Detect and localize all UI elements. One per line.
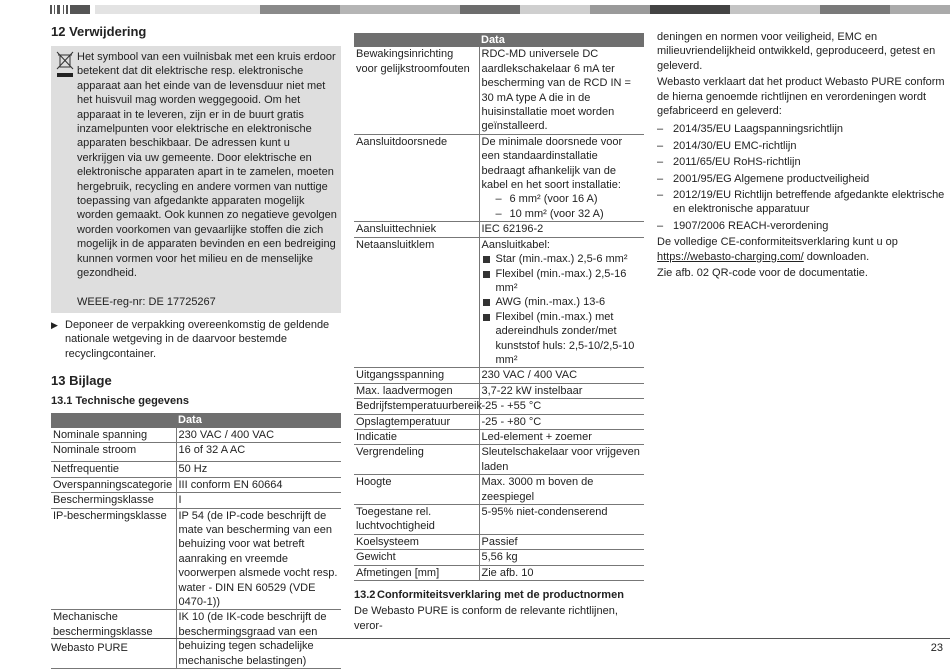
table-row <box>354 475 644 505</box>
table-row <box>354 429 644 444</box>
terminal-item: Star (min.-max.) 2,5-6 mm² <box>482 252 643 266</box>
webasto-charging-link[interactable]: https://webasto-charging.com/ <box>657 250 804 263</box>
table-row <box>354 565 644 580</box>
row-label: Gewicht <box>354 550 479 565</box>
list-item: – 1907/2006 REACH-verordening <box>657 219 949 233</box>
list-item: – 2012/19/EU Richtlijn betreffende afgedankte elektrische en elektronische apparatuur <box>657 188 949 217</box>
weee-notice-text: Het symbool van een vuilnisbak met een kruis erdoor betekent dat dit elektrische resp. elektronische apparaat aan het einde van de levensduur niet met het huisvuil mag worden weggegooid. Om het apparaat in te leveren, zijn er in de buurt gratis inzamelpunten voor elektrische en elektronische apparaten beschikbaar. De adressen kunt u verkrijgen via uw gemeente. Door elektrische en elektronische apparaten apart in te zamelen, moeten hergebruik, recycling en andere vormen van nuttige toepassing van afgedankte apparaten mogelijk worden gemaakt. Ook kunnen zo negatieve gevolgen worden voorkomen van gevaarlijke stoffen die zich mogelijk in de apparaten bevinden en een bedreiging kunnen vormen voor het milieu en de menselijke gezondheid. <box>77 51 337 280</box>
terminal-item: AWG (min.-max.) 13-6 <box>482 295 643 309</box>
table-row <box>51 508 341 610</box>
row-label: Vergrendeling <box>354 445 479 475</box>
cross-section-item: – 10 mm² (voor 32 A) <box>496 207 643 221</box>
row-label: Indicatie <box>354 429 479 444</box>
row-value <box>479 237 644 368</box>
table-row <box>51 462 341 477</box>
table-header-blank <box>51 413 176 427</box>
weee-notice-box <box>51 46 341 313</box>
list-item: – 2011/65/EU RoHS-richtlijn <box>657 155 949 169</box>
row-label: Hoogte <box>354 475 479 505</box>
tech-data-table-2 <box>354 33 644 581</box>
row-value: Led-element + zoemer <box>479 429 644 444</box>
table-row <box>354 47 644 134</box>
column-right <box>657 30 949 281</box>
table-row <box>51 477 341 492</box>
section-13-heading: 13 Bijlage <box>51 373 112 389</box>
row-value: IP 54 (de IP-code beschrijft de mate van bescherming van een behuizing voor wat betreft aanraking en vreemde voorwerpen alsmede vocht resp. water - DIN EN 60529 (VDE 0470-1)) <box>176 508 341 610</box>
table-row <box>51 493 341 508</box>
row-label: Nominale spanning <box>51 428 176 443</box>
row-value: 5,56 kg <box>479 550 644 565</box>
row-label: Aansluitdoorsnede <box>354 134 479 221</box>
table-header-blank <box>354 33 479 47</box>
row-label: Uitgangsspanning <box>354 368 479 383</box>
row-label: Aansluittechniek <box>354 222 479 237</box>
row-label: Afmetingen [mm] <box>354 565 479 580</box>
terminal-item: Flexibel (min.-max.) met adereindhuls zonder/met kunststof huls: 2,5-10/2,5-10 mm² <box>482 310 643 368</box>
row-value: 3,7-22 kW instelbaar <box>479 383 644 398</box>
page-number: 23 <box>930 642 943 654</box>
directives-list <box>657 122 949 233</box>
terminal-item: Flexibel (min.-max.) 2,5-16 mm² <box>482 267 643 296</box>
row-value: Sleutelschakelaar voor vrijgeven laden <box>479 445 644 475</box>
row-value: 16 of 32 A AC <box>176 442 341 461</box>
row-value <box>479 134 644 221</box>
table-row <box>354 505 644 535</box>
row-label: Bewakingsinrichting voor gelijkstroomfouten <box>354 47 479 134</box>
row-label: Overspanningscategorie <box>51 477 176 492</box>
cross-section-intro: De minimale doorsnede voor een standaardinstallatie bedraagt afhankelijk van de kabel en het soort installatie: <box>481 135 623 192</box>
row-value: -25 - +80 °C <box>479 414 644 429</box>
column-middle <box>354 33 644 633</box>
weee-reg-number: WEEE-reg-nr: DE 17725267 <box>77 295 216 308</box>
conformity-text-cont: deningen en normen voor veiligheid, EMC en milieuvriendelijkheid ontwikkeld, geproduceerd, getest en geleverd. <box>657 31 936 72</box>
ce-declaration-text <box>657 235 949 264</box>
terminal-intro: Aansluitkabel: <box>481 238 550 251</box>
row-label: Opslagtemperatuur <box>354 414 479 429</box>
section-13-1-heading: 13.1 Technische gegevens <box>51 395 189 408</box>
ce-text-pre: De volledige CE-conformiteitsverklaring kunt u op <box>657 236 898 249</box>
row-label: Mechanische beschermingsklasse <box>51 610 176 669</box>
table-row <box>354 445 644 475</box>
qr-reference-text: Zie afb. 02 QR-code voor de documentatie. <box>657 267 868 280</box>
row-label: Max. laadvermogen <box>354 383 479 398</box>
row-label: Beschermingsklasse <box>51 493 176 508</box>
table-row <box>354 222 644 237</box>
instruction-text: Deponeer de verpakking overeenkomstig de geldende nationale wetgeving in de daarvoor bestemde recyclingcontainer. <box>65 318 330 360</box>
table-row <box>354 237 644 368</box>
table-row <box>51 428 341 443</box>
row-value: 50 Hz <box>176 462 341 477</box>
row-label: Nominale stroom <box>51 442 176 461</box>
row-label: Koelsysteem <box>354 534 479 549</box>
table-row <box>354 414 644 429</box>
row-value: Max. 3000 m boven de zeespiegel <box>479 475 644 505</box>
column-left <box>51 24 341 669</box>
tech-data-table-1 <box>51 413 341 669</box>
list-item: – 2014/35/EU Laagspanningsrichtlijn <box>657 122 949 136</box>
row-value: 230 VAC / 400 VAC <box>479 368 644 383</box>
row-value: RDC-MD universele DC aardlekschakelaar 6 mA ter bescherming van de RCD IN = 30 mA type A die in de huisinstallatie moet worden geïnstalleerd. <box>479 47 644 134</box>
row-value: Zie afb. 10 <box>479 565 644 580</box>
row-value: 5-95% niet-condenserend <box>479 505 644 535</box>
row-value: IEC 62196-2 <box>479 222 644 237</box>
footer-product-name: Webasto PURE <box>51 642 128 654</box>
row-value: III conform EN 60664 <box>176 477 341 492</box>
row-value: -25 - +55 °C <box>479 399 644 414</box>
row-label: Netfrequentie <box>51 462 176 477</box>
table-header-data: Data <box>176 413 341 427</box>
table-row <box>354 534 644 549</box>
section-13-2-title: Conformiteitsverklaring met de productnormen <box>377 589 624 602</box>
table-row <box>51 442 341 461</box>
section-13-2-heading <box>354 588 644 602</box>
arrow-right-icon: ▶ <box>51 319 58 330</box>
table-row <box>354 550 644 565</box>
list-item: – 2014/30/EU EMC-richtlijn <box>657 139 949 153</box>
list-item: – 2001/95/EG Algemene productveiligheid <box>657 172 949 186</box>
ce-text-post: downloaden. <box>803 250 870 263</box>
row-label: Bedrijfstemperatuurbereik <box>356 400 482 413</box>
cross-section-item: – 6 mm² (voor 16 A) <box>496 192 643 206</box>
row-label: Toegestane rel. luchtvochtigheid <box>354 505 479 535</box>
table-row <box>354 399 644 414</box>
declaration-text: Webasto verklaart dat het product Webasto PURE conform de hierna genoemde richtlijnen en verordeningen wordt gefabriceerd en geleverd: <box>657 76 945 118</box>
row-value: I <box>176 493 341 508</box>
row-value: IK 10 (de IK-code beschrijft de beschermingsgraad van een behuizing tegen schadelijke mechanische belastingen) <box>176 610 341 669</box>
packaging-instruction <box>51 318 341 361</box>
table-row <box>354 134 644 221</box>
row-label: Netaansluitklem <box>354 237 479 368</box>
row-value: 230 VAC / 400 VAC <box>176 428 341 443</box>
row-label: IP-beschermingsklasse <box>51 508 176 610</box>
row-value: Passief <box>479 534 644 549</box>
section-13-2-number: 13.2 <box>354 589 376 602</box>
table-row <box>354 368 644 383</box>
conformity-text-start: De Webasto PURE is conform de relevante richtlijnen, veror- <box>354 605 618 632</box>
table-header-data: Data <box>479 33 644 47</box>
table-row <box>354 383 644 398</box>
section-12-heading: 12 Verwijdering <box>51 24 147 39</box>
page-footer <box>51 638 950 655</box>
crossed-bin-icon <box>55 50 75 80</box>
header-decoration-bar <box>50 5 950 14</box>
